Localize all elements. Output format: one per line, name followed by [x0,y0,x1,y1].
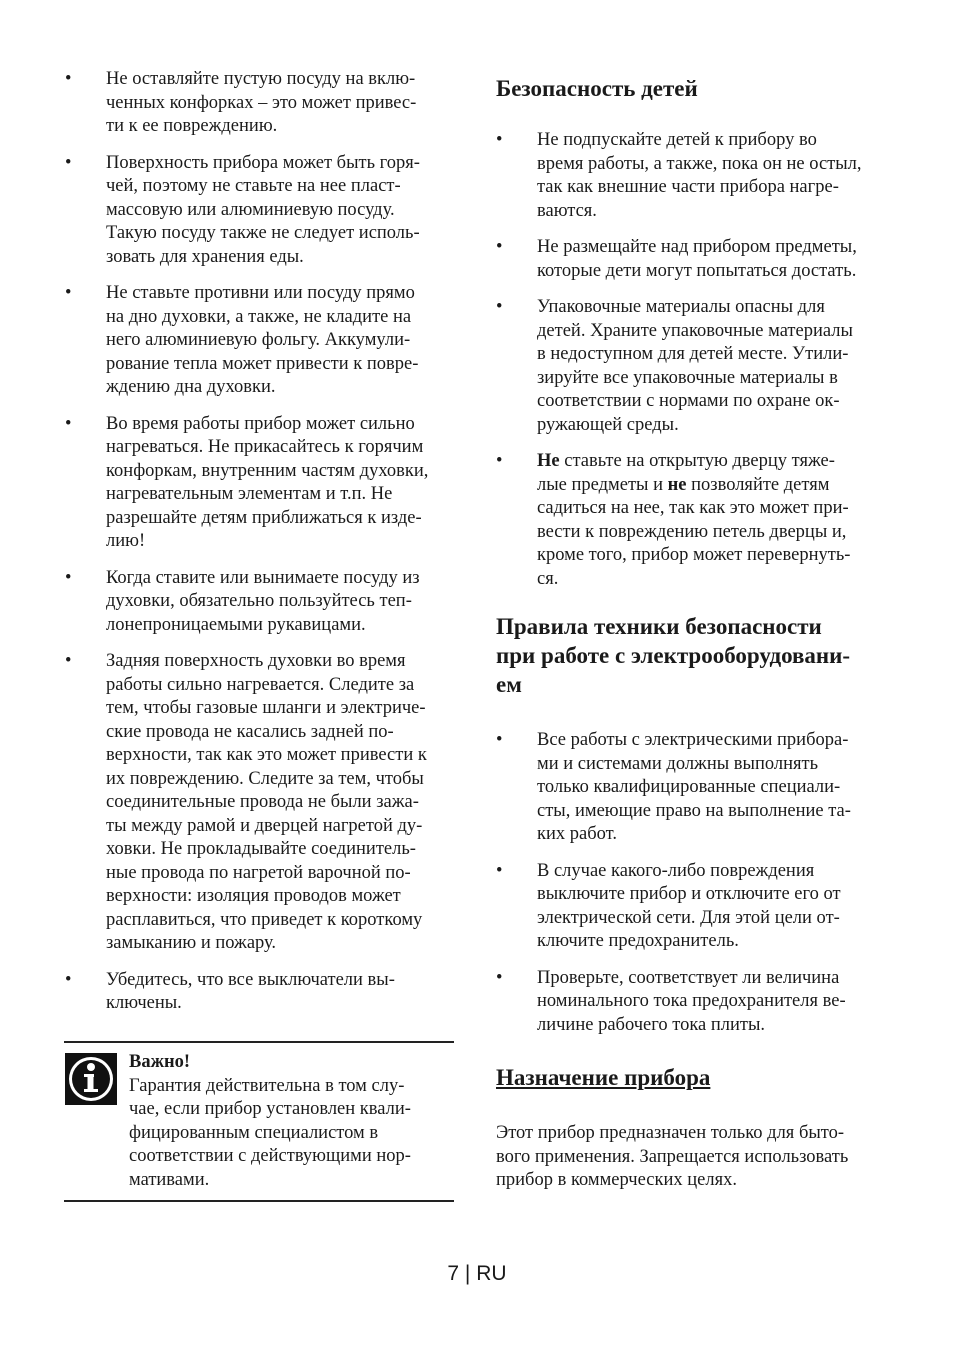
bullet-mark: • [496,297,503,317]
page-number: 7 | RU [447,1262,507,1285]
list-item-text: Поверхность прибора может быть горя- чей, поэтому не ставьте на нее пласт- массовую или алюминиевую посуду. Такую посуду также не следует исполь- зовать для хранения еды. [106,152,420,267]
left-column [60,68,470,1029]
list-item-text: Во время работы прибор может сильно нагреваться. Не прикасайтесь к горячим конфоркам, внутренним частям духовки, нагревательным элементам и т.п. Не разрешайте детям приближаться к изде- лию! [106,413,429,551]
emphasis-word: не [667,474,687,495]
list-item-text: Не оставляйте пустую посуду на вклю- ченных конфорках – это может привес- ти к ее повреждению. [106,69,417,136]
list-item-text: Упаковочные материалы опасны для детей. Храните упаковочные материалы в недоступном для детей месте. Утили- зируйте все упаковочные материалы в соответствии с нормами по охране ок- ружающей среды. [537,297,853,435]
list-item-text: Убедитесь, что все выключатели вы- ключены. [106,969,395,1013]
list-item-text: Все работы с электрическими прибора- ми и системами должны выполнять только квалифицированные специали- сты, имеющие право на выполнение та- ких работ. [537,730,851,844]
bullet-mark: • [496,130,503,150]
list-item [60,152,470,270]
bullet-mark: • [496,451,503,471]
list-item [496,296,906,437]
bullet-mark: • [65,283,72,303]
purpose-text: Этот прибор предназначен только для быто- вого применения. Запрещается использовать прибор в коммерческих целях. [496,1123,849,1190]
list-item [60,567,470,638]
list-item [60,650,470,956]
list-item [496,450,906,591]
list-item [496,129,906,223]
bullet-mark: • [496,730,503,750]
list-item [60,282,470,400]
section-title-electrical: Правила техники безопасности при работе с электрооборудовани- ем [496,614,851,697]
bullet-mark: • [65,152,72,173]
note-text: Гарантия действительна в том слу- чае, если прибор установлен квали- фицированным специалистом в соответствии с действующими нор- мативами. [129,1075,411,1190]
bullet-mark: • [65,413,72,434]
list-item [60,68,470,139]
list-item-text: Проверьте, соответствует ли величина номинального тока предохранителя ве- личине рабочего тока плиты. [537,967,846,1035]
note-bottom-rule [64,1200,454,1202]
list-item-text: Не размещайте над прибором предметы, которые дети могут попытаться достать. [537,237,857,281]
info-icon [65,1053,117,1105]
note-title: Важно! [129,1052,191,1072]
list-item [496,729,906,847]
text-run: позволяйте детям садиться на нее, так как это может при- вести к повреждению петель дверцы и, кроме того, прибор может перевернуть- ся. [537,474,851,589]
list-item [496,860,906,954]
list-item [496,967,906,1038]
left-bullet-list [60,68,470,1016]
bullet-mark: • [496,237,503,257]
section-title-purpose: Назначение прибора [496,1065,711,1090]
important-note [64,1041,454,1202]
bullet-mark: • [65,567,72,588]
electrical-list [496,729,906,1037]
list-item-text: Не подпускайте детей к прибору во время работы, а также, пока он не остыл, так как внешние части прибора нагре- ваются. [537,130,862,221]
child-safety-list [496,129,906,591]
section-title-child-safety: Безопасность детей [496,76,698,101]
note-body [64,1043,454,1200]
bullet-mark: • [65,969,72,990]
emphasis-word: Не [537,451,560,471]
list-item [60,969,470,1016]
list-item-text: Не ставьте противни или посуду прямо на дно духовки, а также, не кладите на него алюминиевую фольгу. Аккумули- рование тепла может привести к повре- ждению дна духовки. [106,283,419,397]
list-item [60,413,470,554]
bullet-mark: • [65,651,72,671]
bullet-mark: • [65,69,72,89]
text-run: ставьте на открытую дверцу тяже- лые предметы и [537,451,835,495]
list-item-text: Задняя поверхность духовки во время работы сильно нагревается. Следите за тем, чтобы газовые шланги и электриче- ские провода не касались задней по- верхности, так как это может привести к их повреждению. Следите за тем, чтобы соединительные провода не были зажа- ты между рамой и дверцей нагретой ду- ховки. Не прокладывайте соединитель- ные провода по нагретой варочной по- верхности: изоляция проводов может расплавиться, что приведет к короткому замыканию и пожару. [106,651,427,953]
list-item [496,236,906,283]
right-column [496,68,906,1193]
bullet-mark: • [496,967,503,988]
bullet-mark: • [496,860,503,881]
list-item-text [537,451,850,589]
list-item-text: В случае какого-либо повреждения выключите прибор и отключите его от электрической сети. Для этой цели от- ключите предохранитель. [537,860,841,951]
list-item-text: Когда ставите или вынимаете посуду из духовки, обязательно пользуйтесь теп- лонепроницаемыми рукавицами. [106,567,420,635]
